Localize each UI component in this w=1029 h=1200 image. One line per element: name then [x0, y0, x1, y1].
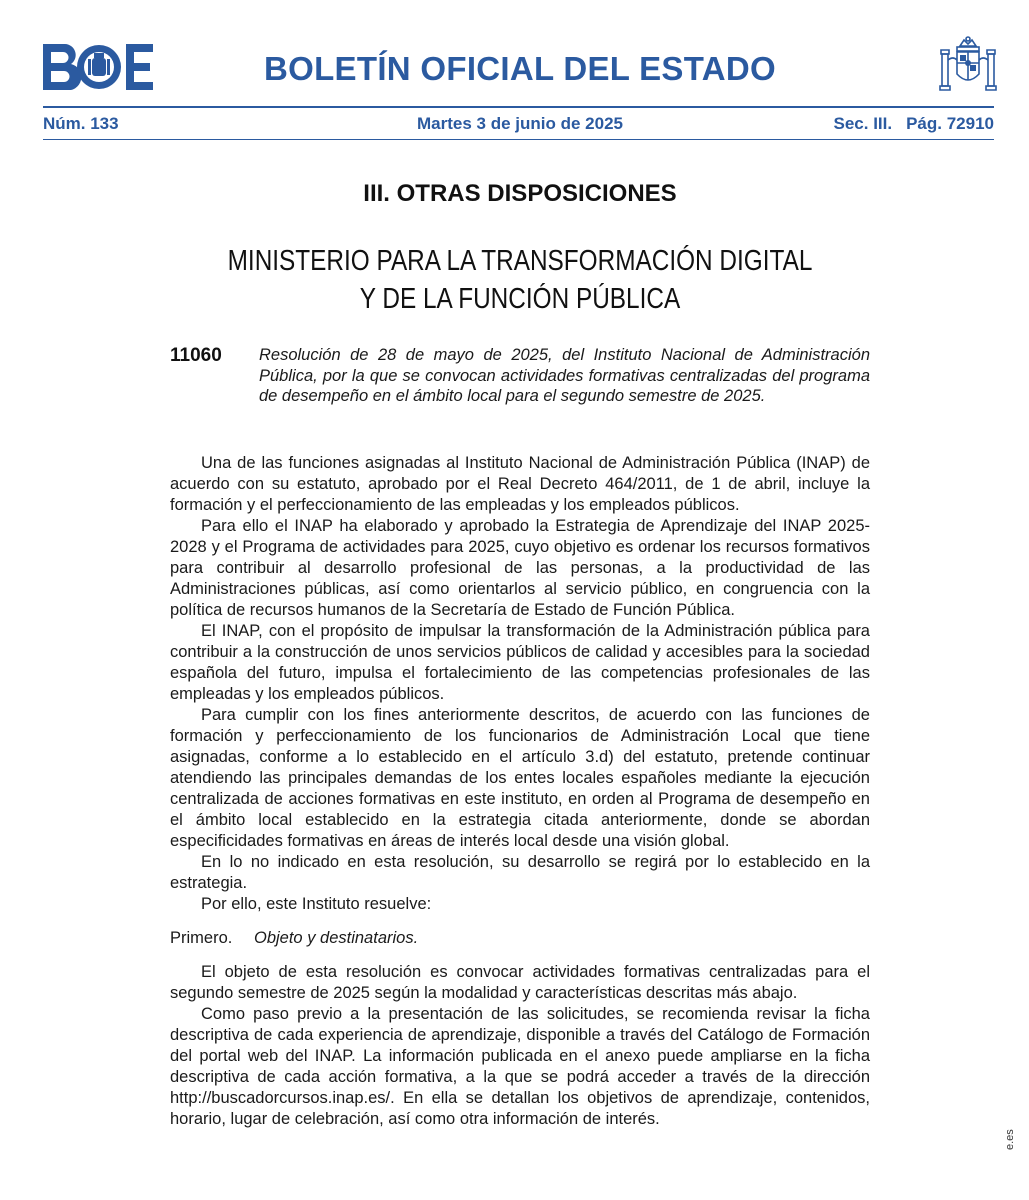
side-margin-text: e.es — [1004, 1129, 1016, 1150]
paragraph: El INAP, con el propósito de impulsar la transformación de la Administración pública para contribuir a la construcción de unos servicios públicos de calidad y accesibles para la sociedad española del futuro, impulsa el fortalecimiento de las competencias profesionales de las empleadas y los empleados públicos. — [170, 622, 870, 703]
page-label: Pág. 72910 — [906, 114, 994, 133]
page-header — [0, 0, 1029, 140]
header-rule-bottom — [43, 139, 994, 140]
document-body — [170, 453, 870, 1130]
paragraph: Por ello, este Instituto resuelve: — [201, 895, 432, 913]
article-heading — [170, 928, 870, 949]
paragraph: Para cumplir con los fines anteriormente descritos, de acuerdo con las funciones de formación y perfeccionamiento de los funcionarios de Administración Local que tiene asignadas, conforme a lo establecido en el artículo 3.d) del estatuto, pretende continuar atendiendo las principales demandas de los entes locales españoles mediante la ejecución centralizada de acciones formativas en este instituto, en orden al Programa de desempeño en el ámbito local establecido en la estrategia citada anteriormente, donde se abordan especificidades formativas en áreas de interés local desde una visión global. — [170, 706, 870, 850]
ministry-line-2: Y DE LA FUNCIÓN PÚBLICA — [359, 283, 681, 315]
paragraph: Como paso previo a la presentación de las solicitudes, se recomienda revisar la ficha descriptiva de cada experiencia de aprendizaje, disponible a través del Catálogo de Formación del portal web del INAP. La información publicada en el anexo puede ampliarse en la ficha descriptiva de cada acción formativa, a la que se podrá acceder a través de la dirección http://buscadorcursos.inap.es/. En ella se detallan los objetivos de aprendizaje, contenidos, horario, lugar de celebración, así como otra información de interés. — [170, 1005, 870, 1128]
section-label: Sec. III. — [833, 114, 893, 133]
gazette-title: BOLETÍN OFICIAL DEL ESTADO — [264, 50, 776, 87]
resolution-title: Resolución de 28 de mayo de 2025, del Instituto Nacional de Administración Pública, por la que se convocan actividades formativas centralizadas del programa de desempeño en el ámbito local para el segundo semestre de 2025. — [259, 346, 870, 406]
header-rule-top — [43, 106, 994, 108]
issue-date: Martes 3 de junio de 2025 — [417, 114, 623, 133]
ministry-title — [226, 242, 814, 318]
boe-logo — [43, 44, 153, 90]
paragraph: El objeto de esta resolución es convocar actividades formativas centralizadas para el segundo semestre de 2025 según la modalidad y características descritas más abajo. — [170, 963, 870, 1002]
paragraph: Para ello el INAP ha elaborado y aprobado la Estrategia de Aprendizaje del INAP 2025-2028 y el Programa de actividades para 2025, cuyo objetivo es ordenar los recursos formativos para contribuir al desarrollo profesional de las personas, a la productividad de las Administraciones públicas, así como orientarlos al servicio público, en congruencia con la política de recursos humanos de la Secretaría de Estado de Función Pública. — [170, 517, 870, 619]
coat-of-arms-icon — [938, 36, 998, 98]
section-page — [834, 114, 995, 134]
paragraph: Una de las funciones asignadas al Instituto Nacional de Administración Pública (INAP) de acuerdo con su estatuto, aprobado por el Real Decreto 464/2011, de 1 de abril, incluye la formación y el perfeccionamiento de las empleadas y los empleados públicos. — [170, 454, 870, 514]
ministry-line-1: MINISTERIO PARA LA TRANSFORMACIÓN DIGITAL — [227, 245, 813, 277]
article-label: Primero. — [170, 929, 233, 947]
paragraph: En lo no indicado en esta resolución, su desarrollo se regirá por lo establecido en la estrategia. — [170, 853, 870, 892]
section-title: III. OTRAS DISPOSICIONES — [363, 180, 677, 207]
disposition-number: 11060 — [170, 345, 222, 366]
article-title: Objeto y destinatarios. — [254, 929, 419, 947]
issue-number: Núm. 133 — [43, 114, 119, 133]
